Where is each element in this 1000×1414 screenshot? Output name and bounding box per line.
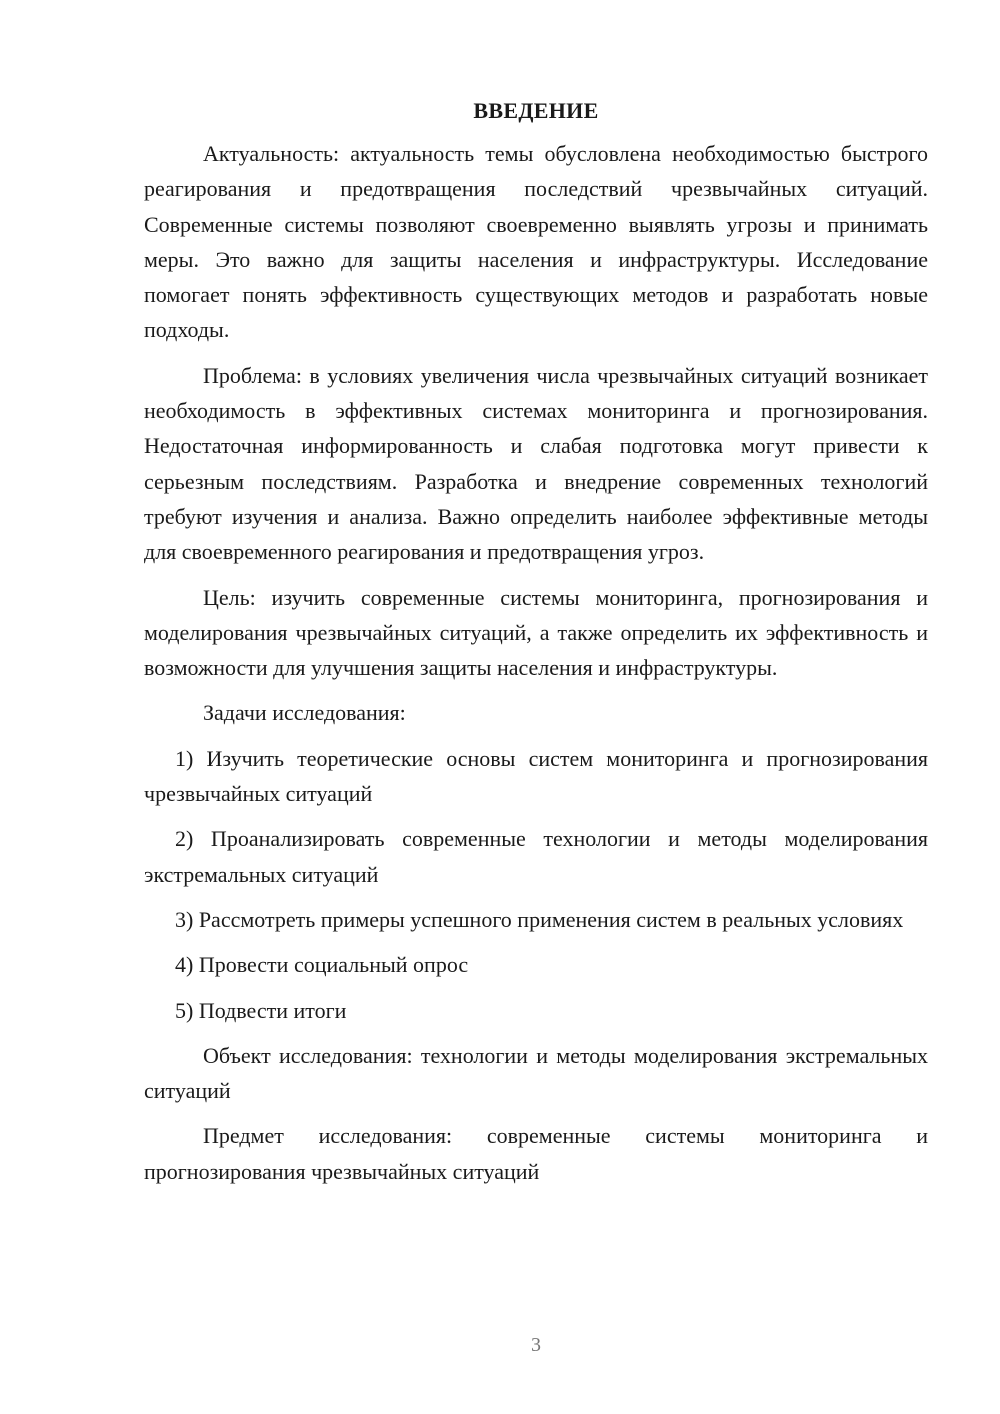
paragraph-problem: Проблема: в условиях увеличения числа чрезвычайных ситуаций возникает необходимость в эффективных системах мониторинга и прогнозирования. Недостаточная информированность и слабая подготовка могут привести к серьезным последствиям. Разработка и внедрение современных технологий требуют изучения и анализа. Важно определить наиболее эффективные методы для своевременного реагирования и предотвращения угроз. — [144, 362, 928, 565]
task-item-4: 4) Провести социальный опрос — [175, 952, 469, 978]
tasks-title: Задачи исследования: — [203, 700, 406, 726]
page-heading: ВВЕДЕНИЕ — [473, 98, 599, 123]
task-item-2: 2) Проанализировать современные технологии и методы моделирования экстремальных ситуаций — [144, 826, 928, 887]
task-item-3: 3) Рассмотреть примеры успешного применения систем в реальных условиях — [175, 906, 904, 932]
paragraph-subject: Предмет исследования: современные системы мониторинга и прогнозирования чрезвычайных ситуаций — [144, 1123, 928, 1184]
paragraph-object: Объект исследования: технологии и методы моделирования экстремальных ситуаций — [144, 1042, 928, 1104]
paragraph-goal: Цель: изучить современные системы мониторинга, прогнозирования и моделирования чрезвычайных ситуаций, а также определить их эффективность и возможности для улучшения защиты населения и инфраструктуры. — [144, 584, 928, 681]
task-item-1: 1) Изучить теоретические основы систем мониторинга и прогнозирования чрезвычайных ситуаций — [144, 745, 928, 807]
document-page — [144, 92, 928, 1199]
paragraph-relevance: Актуальность: актуальность темы обусловлена необходимостью быстрого реагирования и предотвращения последствий чрезвычайных ситуаций. Современные системы позволяют своевременно выявлять угрозы и принимать меры. Это важно для защиты населения и инфраструктуры. Исследование помогает понять эффективность существующих методов и разработать новые подходы. — [144, 141, 928, 343]
task-item-5: 5) Подвести итоги — [175, 997, 347, 1023]
page-number: 3 — [531, 1334, 541, 1356]
